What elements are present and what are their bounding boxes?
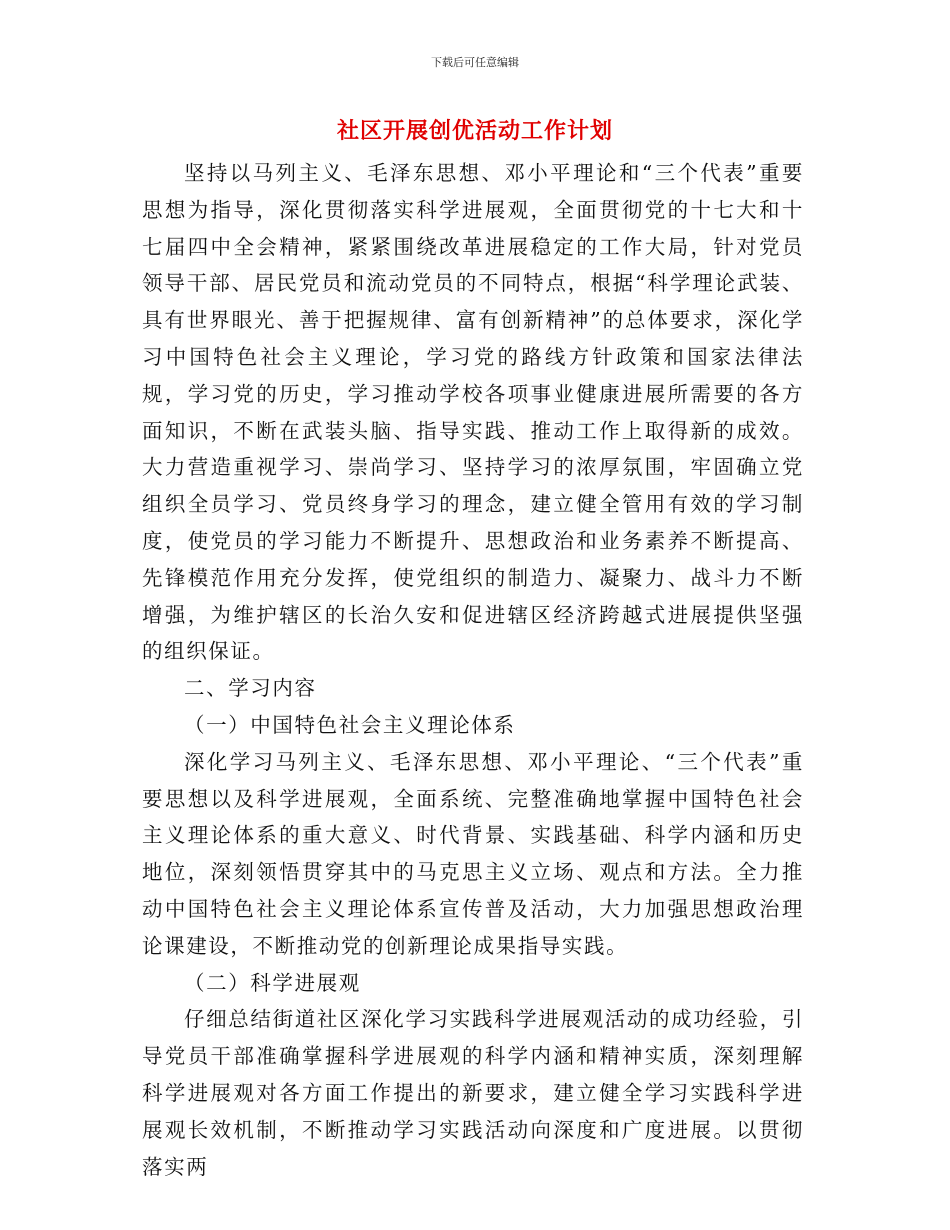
- document-title: 社区开展创优活动工作计划: [336, 119, 613, 144]
- paragraph-socialist-theory: 深化学习马列主义、毛泽东思想、邓小平理论、“三个代表”重要思想以及科学进展观，全面系统、完整准确地掌握中国特色社会主义理论体系的重大意义、时代背景、实践基础、科学内涵和历史地位，深刻领悟贯穿其中的马克思主义立场、观点和方法。全力推动中国特色社会主义理论体系宣传普及活动，大力加强思想政治理论课建设，不断推动党的创新理论成果指导实践。: [142, 749, 804, 958]
- paragraph-scientific-development: 仔细总结街道社区深化学习实践科学进展观活动的成功经验，引导党员干部准确掌握科学进展观的科学内涵和精神实质，深刻理解科学进展观对各方面工作提出的新要求，建立健全学习实践科学进展观长效机制，不断推动学习实践活动向深度和广度进展。以贯彻落实两: [142, 1007, 804, 1179]
- subheading-scientific-development: （二）科学进展观: [184, 970, 361, 995]
- section-heading-study-content: 二、学习内容: [184, 676, 317, 701]
- paragraph-intro: 坚持以马列主义、毛泽东思想、邓小平理论和“三个代表”重要思想为指导，深化贯彻落实科学进展观，全面贯彻党的十七大和十七届四中全会精神，紧紧围绕改革进展稳定的工作大局，针对党员领导干部、居民党员和流动党员的不同特点，根据“科学理论武装、具有世界眼光、善于把握规律、富有创新精神”的总体要求，深化学习中国特色社会主义理论，学习党的路线方针政策和国家法律法规，学习党的历史，学习推动学校各项事业健康进展所需要的各方面知识，不断在武装头脑、指导实践、推动工作上取得新的成效。大力营造重视学习、崇尚学习、坚持学习的浓厚氛围，牢固确立党组织全员学习、党员终身学习的理念，建立健全管用有效的学习制度，使党员的学习能力不断提升、思想政治和业务素养不断提高、先锋模范作用充分发挥，使党组织的制造力、凝聚力、战斗力不断增强，为维护辖区的长治久安和促进辖区经济跨越式进展提供坚强的组织保证。: [142, 161, 804, 664]
- page-header: 下载后可任意编辑: [431, 56, 519, 69]
- subheading-socialist-theory: （一）中国特色社会主义理论体系: [184, 712, 516, 737]
- document-body: [142, 155, 804, 1185]
